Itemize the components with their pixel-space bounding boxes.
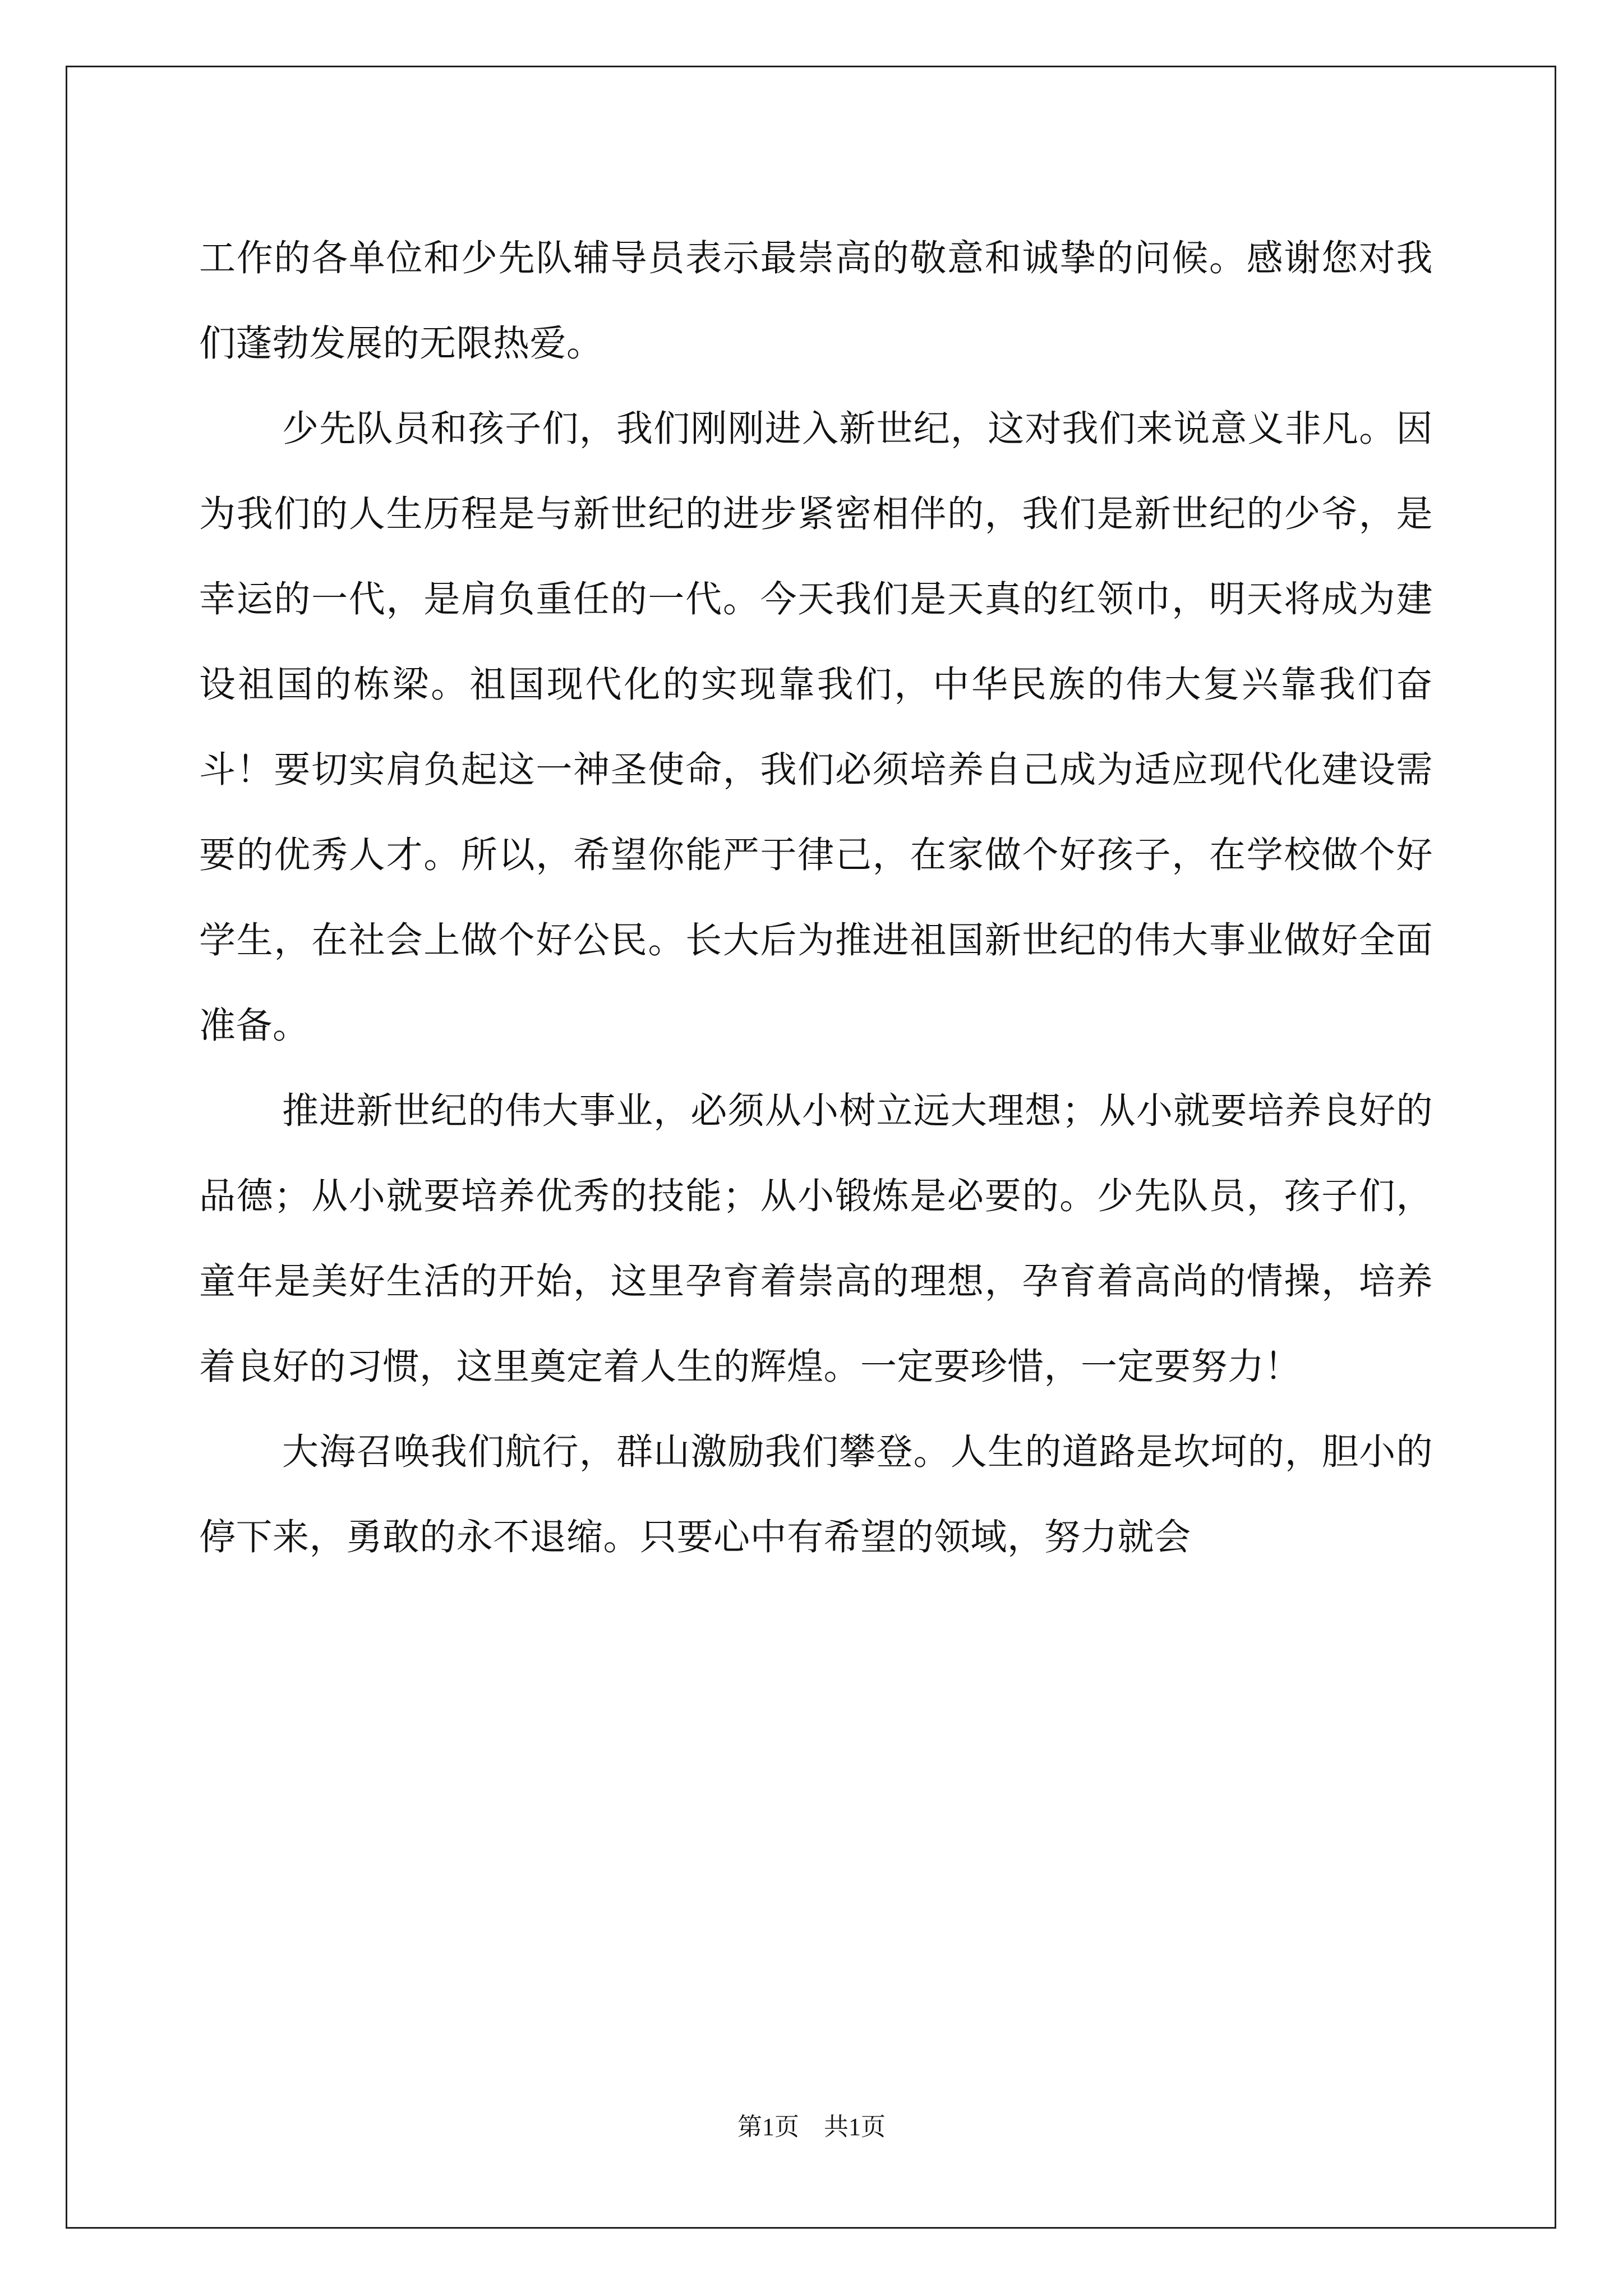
document-body (199, 216, 1433, 1580)
paragraph-3: 推进新世纪的伟大事业，必须从小树立远大理想；从小就要培养良好的品德；从小就要培养优秀的技能；从小锻炼是必要的。少先队员，孩子们，童年是美好生活的开始，这里孕育着崇高的理想，孕育着高尚的情操，培养着良好的习惯，这里奠定着人生的辉煌。一定要珍惜，一定要努力！ (199, 1090, 1433, 1388)
page-number-footer: 第1页 共1页 (737, 2113, 886, 2141)
paragraph-2: 少先队员和孩子们，我们刚刚进入新世纪，这对我们来说意义非凡。因为我们的人生历程是与新世纪的进步紧密相伴的，我们是新世纪的少爷，是幸运的一代，是肩负重任的一代。今天我们是天真的红领巾，明天将成为建设祖国的栋梁。祖国现代化的实现靠我们，中华民族的伟大复兴靠我们奋斗！要切实肩负起这一神圣使命，我们必须培养自己成为适应现代化建设需要的优秀人才。所以，希望你能严于律己，在家做个好孩子，在学校做个好学生，在社会上做个好公民。长大后为推进祖国新世纪的伟大事业做好全面准备。 (199, 408, 1433, 1047)
paragraph-4: 大海召唤我们航行，群山激励我们攀登。人生的道路是坎坷的，胆小的停下来，勇敢的永不退缩。只要心中有希望的领域，努力就会 (199, 1431, 1433, 1558)
paragraph-1: 工作的各单位和少先队辅导员表示最崇高的敬意和诚挚的问候。感谢您对我们蓬勃发展的无限热爱。 (199, 237, 1433, 365)
